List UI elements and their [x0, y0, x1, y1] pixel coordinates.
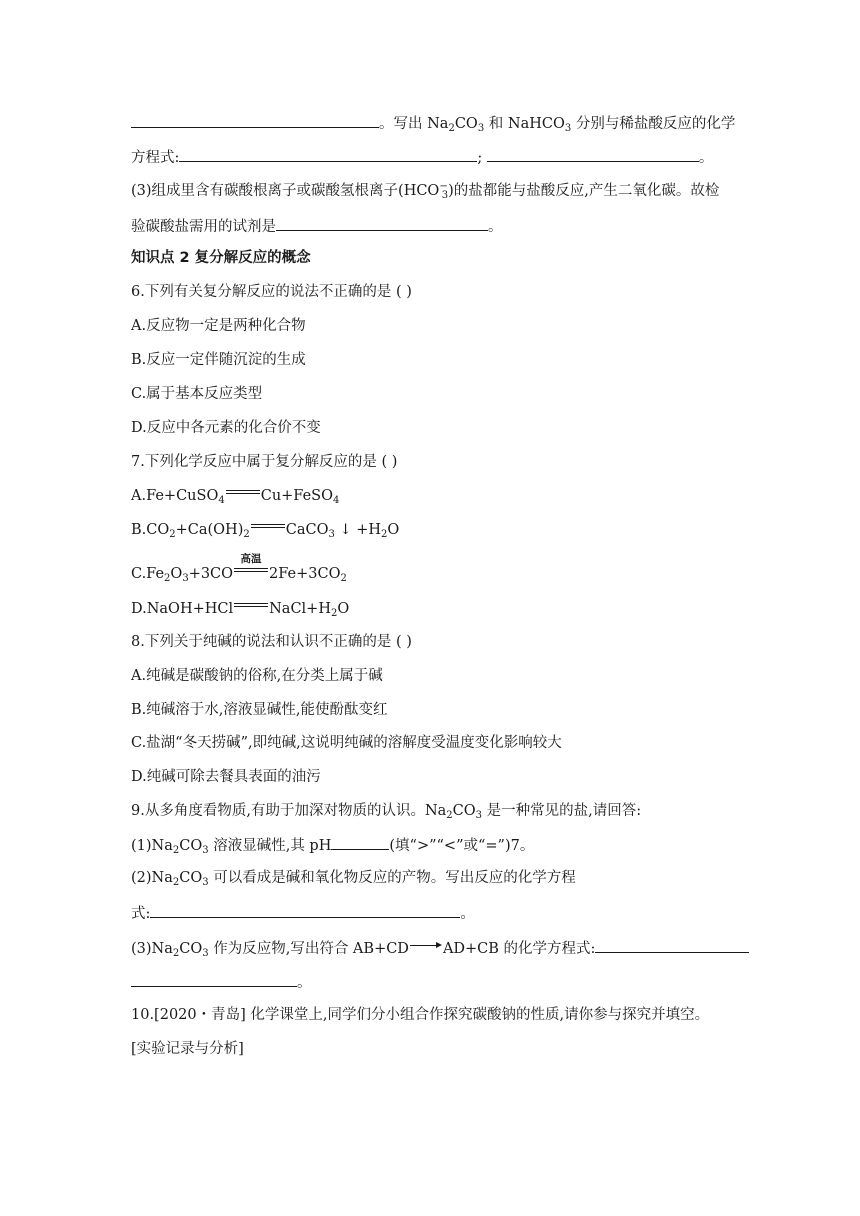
- answer-blank[interactable]: [179, 146, 477, 162]
- equals-sign-icon: [234, 601, 268, 611]
- equals-sign-icon: [226, 488, 260, 498]
- q5-line1: 。写出 $Na_2CO_3$ 和 NaHCO$_3$ 分别与稀盐酸反应的化学: [131, 112, 735, 134]
- q5-part3-line1: (3)组成里含有碳酸根离子或碳酸氢根离子$(HCO^-_3)$的盐都能与盐酸反应,产生二氧化碳。故检: [131, 181, 720, 201]
- q9-part2-line1: $(2)Na_2CO_3$ 可以看成是碱和氧化物反应的产物。写出反应的化学方程: [131, 870, 576, 888]
- answer-blank[interactable]: [131, 112, 379, 128]
- q8-option-c[interactable]: C.盐湖“冬天捞碱”,即纯碱,这说明纯碱的溶解度受温度变化影响较大: [131, 735, 562, 751]
- q5-part3-line2: 验碳酸盐需用的试剂是 。: [131, 215, 503, 237]
- q6-option-b[interactable]: B.反应一定伴随沉淀的生成: [131, 352, 306, 368]
- answer-blank[interactable]: [131, 971, 297, 987]
- q6-option-c[interactable]: C.属于基本反应类型: [131, 386, 263, 402]
- q9-part3-line2: 。: [131, 971, 312, 993]
- q6-option-d[interactable]: D.反应中各元素的化合价不变: [131, 420, 321, 436]
- q8-option-a[interactable]: A.纯碱是碳酸钠的俗称,在分类上属于碱: [131, 668, 383, 684]
- equals-sign-icon: [251, 522, 285, 532]
- q7-option-a[interactable]: A.Fe+CuSO$_4$ Cu+FeSO$_4$: [131, 488, 340, 506]
- answer-blank[interactable]: [331, 834, 389, 850]
- q9-part1: $(1)Na_2CO_3$ 溶液显碱性,其 pH (填“>”“<”或“=”)7。: [131, 834, 534, 856]
- q7-option-c[interactable]: $C.Fe_2O_3+3CO$ 高温 $2Fe+3CO_2$: [131, 564, 347, 584]
- reaction-arrow-icon: [410, 941, 442, 951]
- q9-part2-line2: 式: 。: [131, 902, 475, 924]
- q10-stem: 10.[2020・青岛] 化学课堂上,同学们分小组合作探究碳酸钠的性质,请你参与探究并填空。: [131, 1007, 710, 1023]
- q6-option-a[interactable]: A.反应物一定是两种化合物: [131, 318, 306, 334]
- q8-option-d[interactable]: D.纯碱可除去餐具表面的油污: [131, 769, 321, 785]
- equals-sign-icon: [234, 553, 268, 576]
- answer-blank[interactable]: [150, 902, 460, 918]
- q5-line2: 方程式: ; 。: [131, 146, 713, 168]
- q9-stem: 9.从多角度看物质,有助于加深对物质的认识。$Na_2CO_3$ 是一种常见的盐,请回答:: [131, 803, 642, 821]
- reaction-condition: 高温: [240, 553, 262, 565]
- answer-blank[interactable]: [487, 146, 699, 162]
- answer-blank[interactable]: [276, 215, 488, 231]
- q9-part3-line1: $(3)Na_2CO_3$ 作为反应物,写出符合 AB+CD AD+CB 的化学方程式:: [131, 937, 749, 959]
- q7-stem: 7.下列化学反应中属于复分解反应的是 ( ): [131, 454, 398, 470]
- answer-blank[interactable]: [595, 937, 749, 953]
- q6-stem: 6.下列有关复分解反应的说法不正确的是 ( ): [131, 284, 412, 300]
- q10-subheading: [实验记录与分析]: [131, 1041, 244, 1057]
- q7-option-d[interactable]: D.NaOH+HCl $NaCl+H_2O$: [131, 601, 350, 619]
- q8-stem: 8.下列关于纯碱的说法和认识不正确的是 ( ): [131, 634, 412, 650]
- section-title: 知识点 2 复分解反应的概念: [131, 250, 311, 266]
- q7-option-b[interactable]: $B.CO_2+Ca(OH)_2$ CaCO$_3$ ↓ $+H_2O$: [131, 522, 400, 540]
- q8-option-b[interactable]: B.纯碱溶于水,溶液显碱性,能使酚酞变红: [131, 702, 388, 718]
